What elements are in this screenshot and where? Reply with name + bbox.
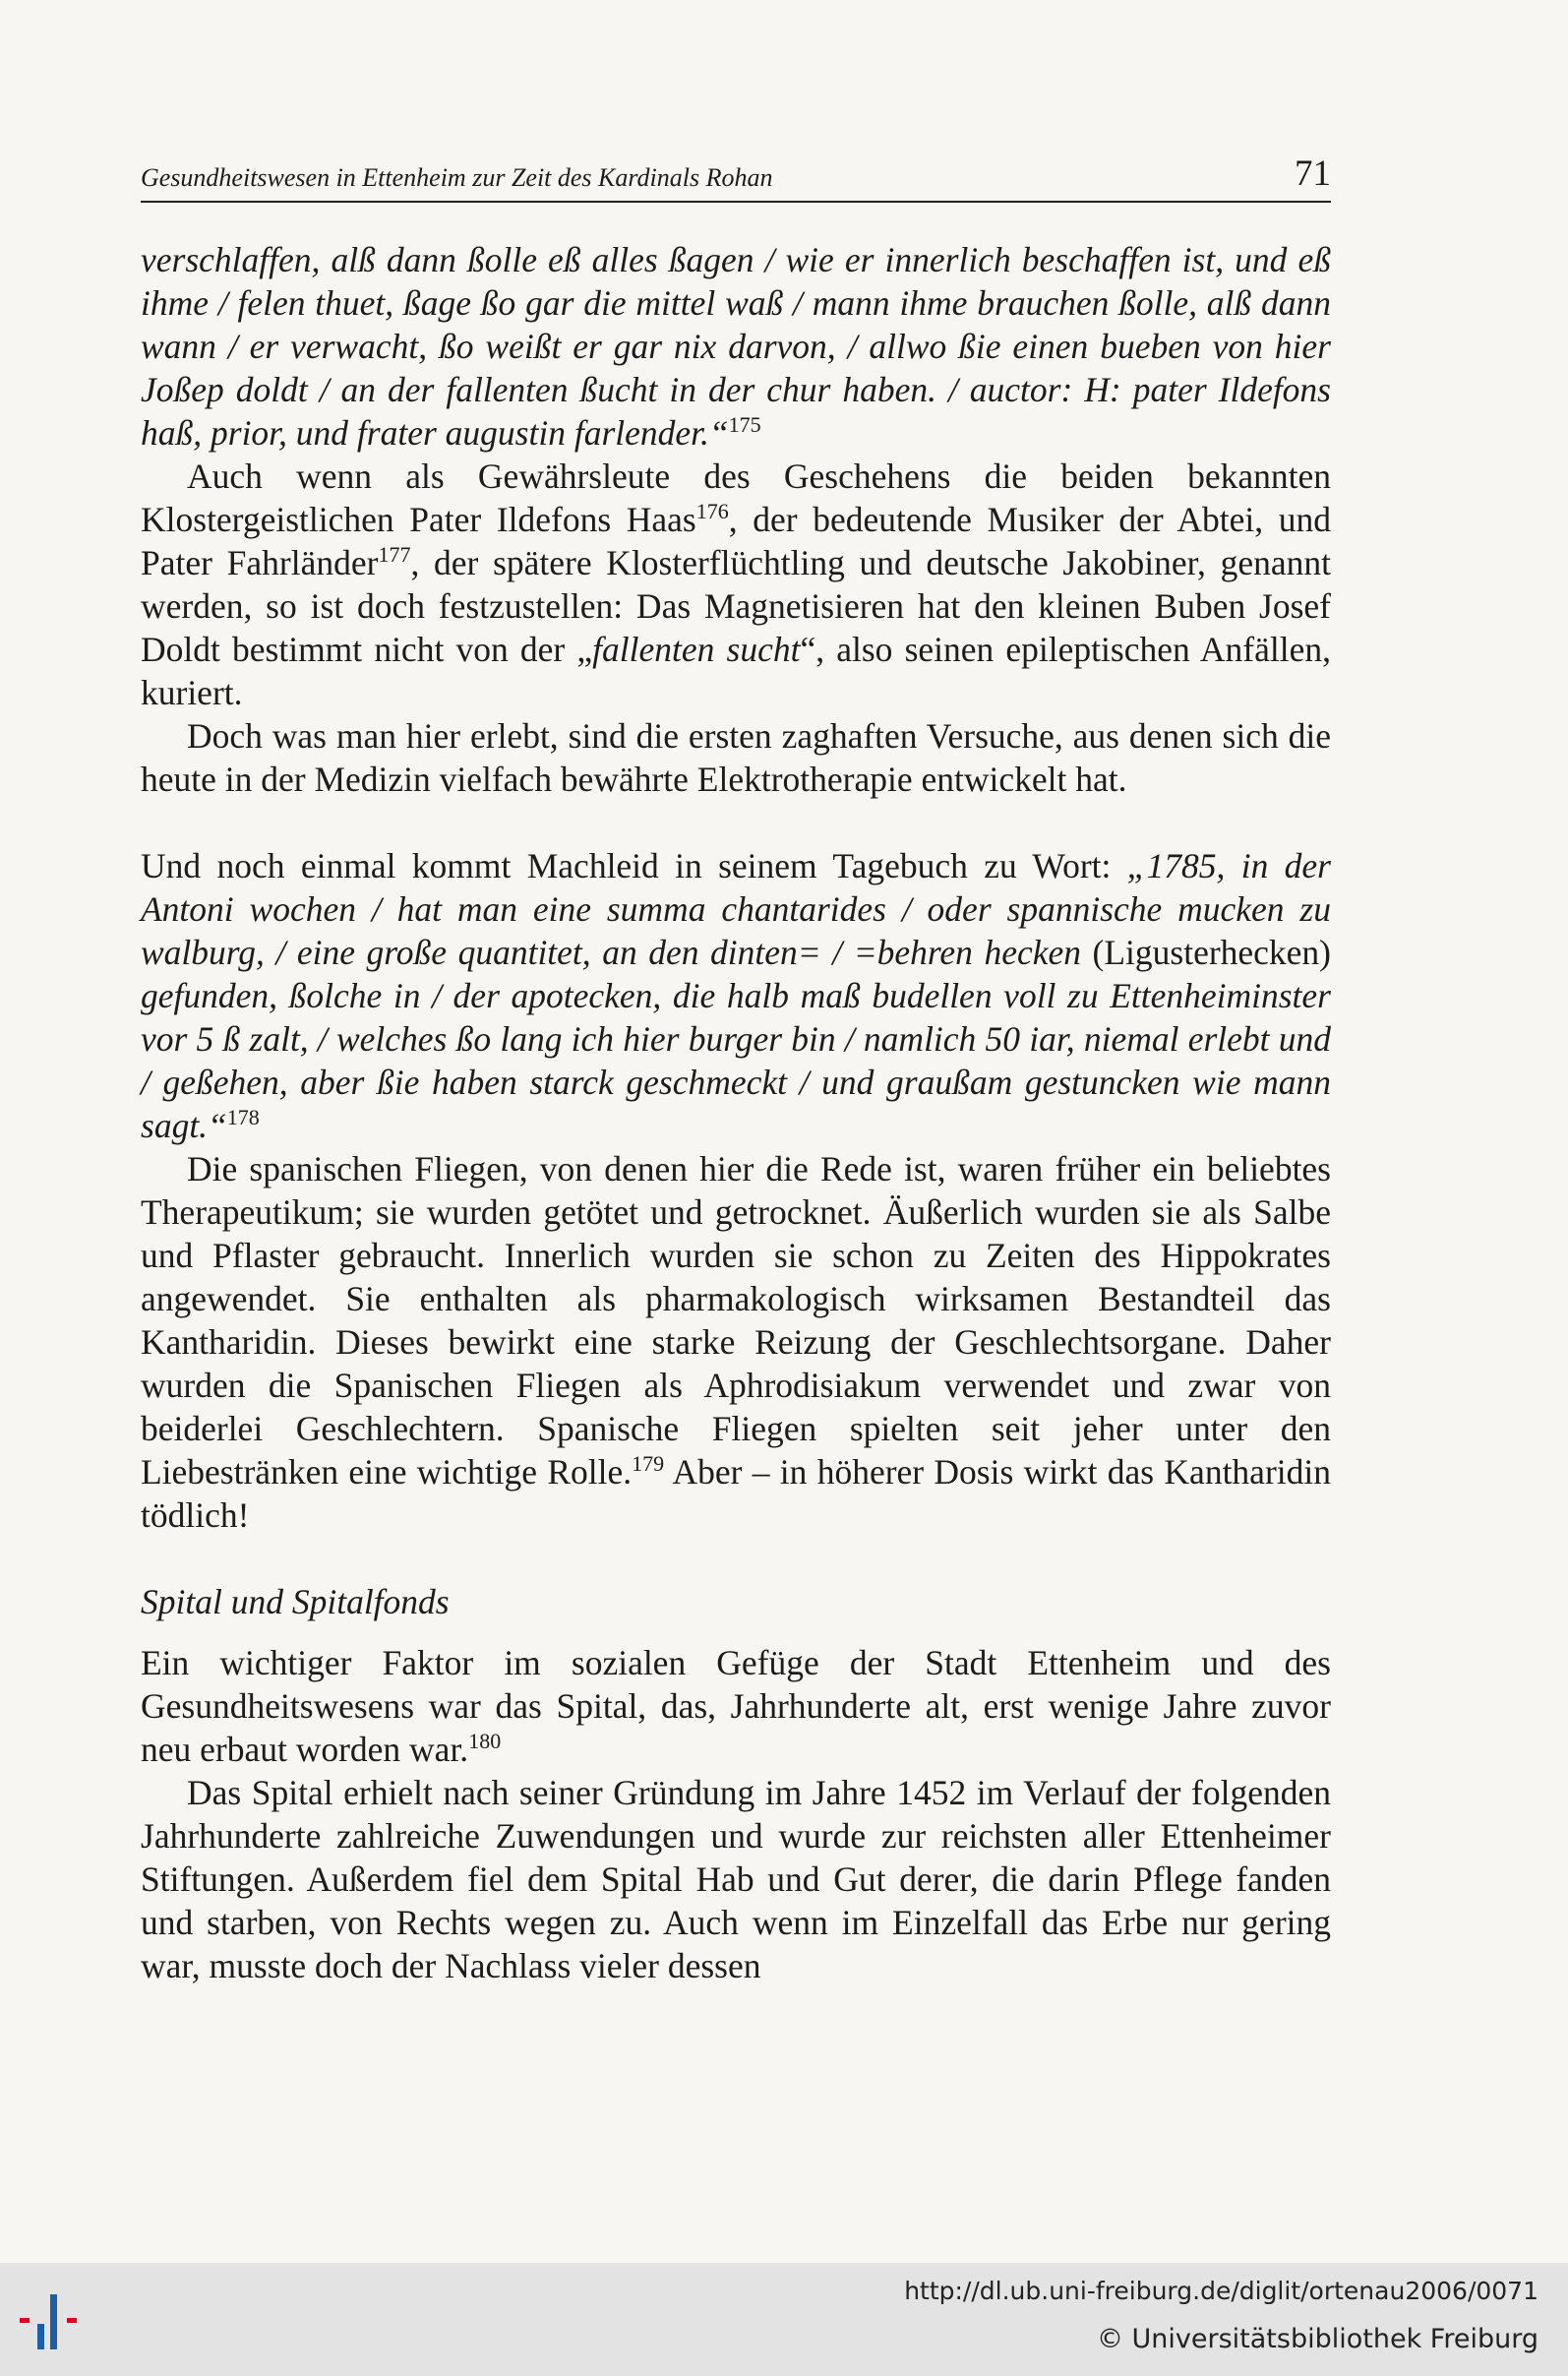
section-gap [141,1537,1331,1580]
ub-freiburg-logo-icon [18,2281,96,2359]
running-title: Gesundheitswesen in Ettenheim zur Zeit des Kardinals Rohan [141,163,773,192]
paragraph-text: (Ligusterhecken) [1080,933,1331,972]
paragraph [141,844,1331,1147]
paragraph: Das Spital erhielt nach seiner Gründung im Jahre 1452 im Verlauf der folgenden Jahrhunderte zahlreiche Zuwendungen und wurde zur reichsten aller Ettenheimer Stiftungen. Außerdem fiel dem Spital Hab und Gut derer, die darin Pflege fanden und starben, von Rechts wegen zu. Auch wenn im Einzelfall das Erbe nur gering war, musste doch der Nachlass vieler dessen [141,1773,1331,1985]
section-gap [141,801,1331,844]
footnote-ref-175: 175 [728,412,761,438]
paragraph: Doch was man hier erlebt, sind die ersten zaghaften Versuche, aus denen sich die heute in der Medizin vielfach bewährte Elektrotherapie entwickelt hat. [141,716,1331,799]
footnote-ref-178: 178 [226,1105,260,1130]
paragraph-text: , der spätere Klosterflüchtling und deutsche Jakobiner, genannt werden, so ist doch festzustellen: Das Magnetisieren hat den kleinen Buben Josef Doldt bestimmt nicht von der „ [141,543,1331,669]
footnote-ref-176: 176 [695,499,729,524]
source-url[interactable]: http://dl.ub.uni-freiburg.de/diglit/ortenau2006/0071 [904,2277,1538,2305]
footnote-ref-179: 179 [632,1451,665,1477]
footnote-ref-177: 177 [378,542,411,568]
paragraph-text: Auch wenn als Gewährsleute des Geschehens die beiden bekannten Klostergeistlichen Pater Ildefons Haas [141,457,1331,539]
paragraph-text: Ein wichtiger Faktor im sozialen Gefüge der Stadt Ettenheim und des Gesundheitswesens war das Spital, das, Jahrhunderte alt, erst wenige Jahre zuvor neu erbaut worden war. [141,1643,1331,1769]
paragraph-text: Und noch einmal kommt Machleid in seinem Tagebuch zu Wort: [141,846,1127,885]
paragraph-text: Die spanischen Fliegen, von denen hier die Rede ist, waren früher ein beliebtes Therapeutikum; sie wurden getötet und getrocknet. Äußerlich wurden sie als Salbe und Pflaster gebraucht. Innerlich wurden sie schon zu Zeiten des Hippokrates angewendet. Sie enthalten als pharmakologisch wirksamen Bestandteil das Kantharidin. Dieses bewirkt eine starke Reizung der Geschlechtsorgane. Daher wurden die Spanischen Fliegen als Aphrodisiakum verwendet und zwar von beiderlei Geschlechtern. Spanische Fliegen spielten seit jeher unter den Liebestränken eine wichtige Rolle. [141,1149,1331,1492]
running-header [141,153,1331,203]
paragraph [141,1147,1331,1537]
paragraph-text: , der bedeutende Musiker der Abtei, und Pater Fahrländer [141,500,1331,582]
paragraph [141,1641,1331,1771]
quote-text: fallenten sucht [592,630,801,669]
quote-text: gefunden, ßolche in / der apotecken, die halb maß budellen voll zu Ettenheiminster vor 5 ß zalt, / welches ßo lang ich hier burger bin / namlich 50 iar, niemal erlebt und / geßehen, aber ßie haben starck geschmeckt / und graußam gestuncken wie mann sagt.“ [141,976,1331,1145]
quote-text: „1785, in der Antoni wochen / hat man eine summa chantarides / oder spannische mucken zu walburg, / eine große quantitet, an den dinten= / =behren hecken [141,846,1331,972]
body-text [141,238,1331,1987]
quote-text: verschlaffen, alß dann ßolle eß alles ßagen / wie er innerlich beschaffen ist, und eß ihme / felen thuet, ßage ßo gar die mittel waß / mann ihme brauchen ßolle, alß dann wann / er verwacht, ßo weißt er gar nix darvon, / allwo ßie einen bueben von hier Joßep doldt / an der fallenten ßucht in der chur haben. / auctor: H: pater Ildefons haß, prior, und frater augustin farlender.“ [141,240,1331,453]
section-heading: Spital und Spitalfonds [141,1582,450,1621]
quote-paragraph [141,238,1331,455]
paragraph [141,455,1331,714]
paragraph-text: Aber – in höherer Dosis wirkt das Kantharidin tödlich! [141,1452,1331,1535]
heading-gap [141,1623,1331,1641]
paragraph-text: “, also seinen epileptischen Anfällen, kuriert. [141,630,1331,712]
copyright-notice: © Universitätsbibliothek Freiburg [1096,2324,1538,2354]
page-number: 71 [1295,153,1331,194]
footnote-ref-180: 180 [468,1729,502,1754]
